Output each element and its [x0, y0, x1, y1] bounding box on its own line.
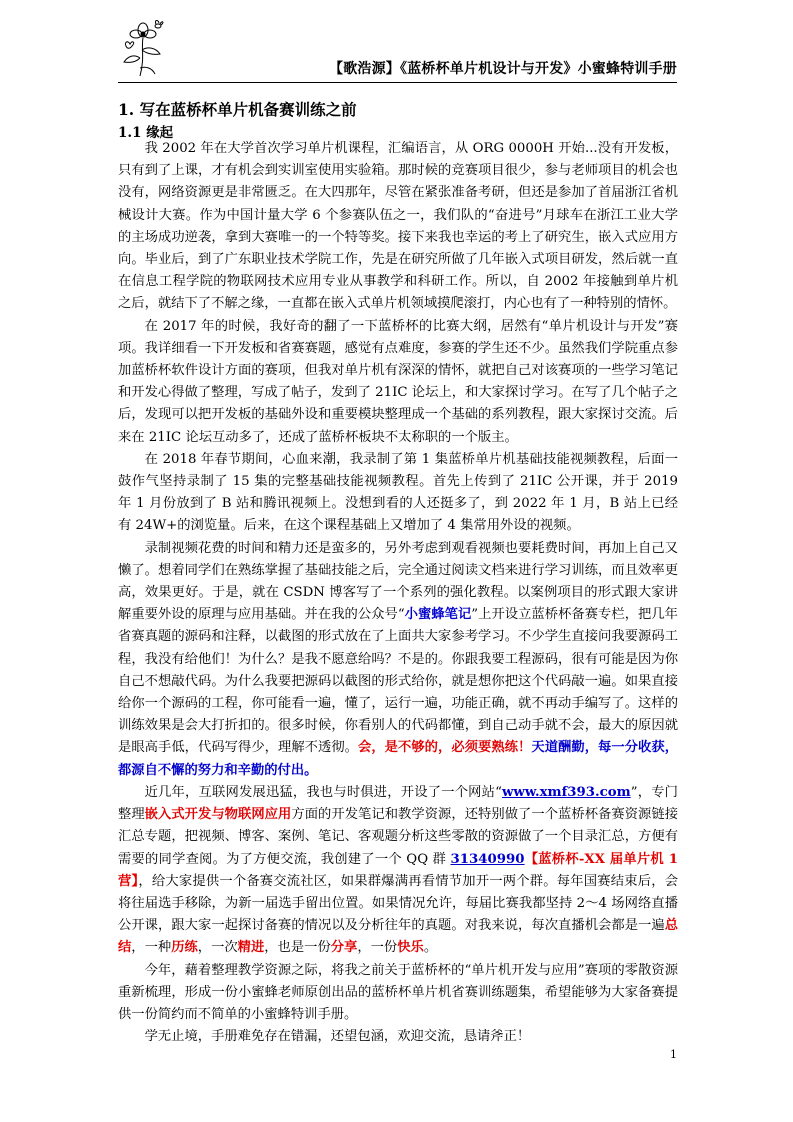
qq-group-name: 【蓝桥杯-XX 届单片机 1 营】: [118, 851, 679, 889]
section-heading: 1. 写在蓝桥杯单片机备赛训练之前: [118, 100, 357, 119]
qq-group-number[interactable]: 31340990: [450, 851, 525, 867]
separator-3: ，也是一份: [264, 940, 331, 956]
paragraph-5-text-c: 方面的开发笔记和教学资源，还特别做了一个蓝桥杯备赛资源链接汇总专题，把视频、博客、案例、笔记、客观题分析这些零散的资源做了一个目录汇总，方便有需要的同学查阅。为了方便交流，我创建了一个 QQ 群: [118, 807, 679, 867]
keyword-summary: 总结: [118, 918, 678, 956]
separator-4: ，一份: [357, 940, 398, 956]
paragraph-5-end: 。: [423, 940, 438, 956]
paragraph-6: 今年，藉着整理教学资源之际，将我之前关于蓝桥杯的“单片机开发与应用”赛项的零散资源重新梳理，形成一份小蜜蜂老师原创出品的蓝桥杯单片机省赛训练题集，希望能够为大家备赛提供一份简约而不简单的小蜜蜂特训手册。: [118, 962, 678, 1022]
emphasis-embedded-iot: 嵌入式开发与物联网应用: [144, 807, 292, 823]
paragraph-7: 学无止境，手册难免存在错漏，还望包涵，欢迎交流，恳请斧正！: [144, 1029, 531, 1045]
bee-flower-logo: [118, 18, 168, 80]
keyword-share: 分享: [330, 940, 358, 956]
paragraph-2: 在 2017 年的时候，我好奇的翻了一下蓝桥杯的比赛大纲，居然有“单片机设计与开发”赛项。我详细看一下开发板和省赛赛题，感觉有点难度，参赛的学生还不少。虽然我们学院重点参加蓝桥杯软件设计方面的赛项，但我对单片机有深深的情怀，就把自己对该赛项的一些学习笔记和开发心得做了整理，写成了帖子，发到了 21IC 论坛上，和大家探讨学习。在写了几个帖子之后，发现可以把开发板的基础外设和重要模块整理成一个基础的系列教程，跟大家探讨交流。后来在 21IC 论坛互动多了，还成了蓝桥杯板块不太称职的一个版主。: [118, 318, 678, 445]
subsection-heading: 1.1 缘起: [118, 125, 174, 141]
keyword-joy: 快乐: [397, 940, 424, 956]
paragraph-5-text-a: 近几年，互联网发展迅猛，我也与时俱进，开设了一个网站“: [144, 784, 502, 800]
body-text: [118, 138, 678, 1048]
paragraph-5: [118, 782, 678, 960]
keyword-improve: 精进: [237, 940, 265, 956]
header-divider: [118, 82, 677, 83]
page-number: 1: [670, 1048, 677, 1061]
emphasis-blue: 天道酬勤，每一分收获，都源自不懈的努力和辛勤的付出。: [118, 740, 679, 778]
paragraph-1: 我 2002 年在大学首次学习单片机课程，汇编语言，从 ORG 0000H 开始...没有开发板，只有到了上课，才有机会到实训室使用实验箱。那时候的竞赛项目很少，参与老师项目的机会也没有，网络资源更是非常匮乏。在大四那年，尽管在紧张准备考研，但还是参加了首届浙江省机械设计大赛。作为中国计量大学 6 个参赛队伍之一，我们队的“奋进号”月球车在浙江工业大学的主场成功逆袭，拿到大赛唯一的一个特等奖。接下来我也幸运的考上了研究生，嵌入式应用方向。毕业后，到了广东职业技术学院工作，先是在研究所做了几年嵌入式项目研发，然后就一直在信息工程学院的物联网技术应用专业从事教学和科研工作。所以，自 2002 年接触到单片机之后，就结下了不解之缘，一直都在嵌入式单片机领域摸爬滚打，内心也有了一种特别的情怀。: [118, 141, 678, 312]
wechat-account-name: 小蜜蜂笔记: [404, 607, 472, 623]
separator-1: ，一种: [131, 940, 172, 956]
paragraph-4: [118, 538, 678, 782]
paragraph-4-text-b: ”上开设立蓝桥杯备赛专栏，把几年省赛真题的源码和注释，以截图的形式放在了上面共大家参考学习。不少学生直接问我要源码工程，我没有给他们！为什么？是我不愿意给吗？不是的。你跟我要工程源码，很有可能是因为你自己不想敲代码。为什么我要把源码以截图的形式给你，就是想你把这个代码敲一遍。如果直接给你一个源码的工程，你可能看一遍，懂了，运行一遍，功能正确，就不再动手编写了。这样的训练效果是会大打折扣的。很多时候，你看别人的代码都懂，到自己动手就不会，最大的原因就是眼高手低，代码写得少，理解不透彻。: [118, 607, 678, 756]
header-title: 【歌浩源】《蓝桥杯单片机设计与开发》小蜜蜂特训手册: [329, 61, 677, 77]
website-link[interactable]: www.xmf393.com: [501, 784, 631, 800]
paragraph-5-text-b: ”，专门整理: [118, 784, 678, 823]
separator-2: ，一次: [197, 940, 238, 956]
emphasis-red: 会，是不够的，必须要熟练！: [358, 740, 532, 756]
keyword-practice: 历练: [171, 940, 198, 956]
paragraph-3: 在 2018 年春节期间，心血来潮，我录制了第 1 集蓝桥单片机基础技能视频教程，后面一鼓作气坚持录制了 15 集的完整基础技能视频教程。首先上传到了 21IC 公开课，并于 2019 年 1 月份放到了 B 站和腾讯视频上。没想到看的人还挺多了，到 2022 年 1 月，B 站上已经有 24W+的浏览量。后来，在这个课程基础上又增加了 4 集常用外设的视频。: [118, 451, 678, 534]
paragraph-4-text-a: 录制视频花费的时间和精力还是蛮多的，另外考虑到观看视频也要耗费时间，再加上自己又懒了。想着同学们在熟练掌握了基础技能之后，完全通过阅读文档来进行学习训练，而且效率更高，效果更好。于是，就在 CSDN 博客写了一个系列的强化教程。以案例项目的形式跟大家讲解重要外设的原理与应用基础。并在我的公众号“: [118, 540, 678, 623]
paragraph-5-text-d: ，给大家提供一个备赛交流社区，如果群爆满再看情节加开一两个群。每年国赛结束后，会将往届选手移除，为新一届选手留出位置。如果情况允许，每届比赛我都坚持 2～4 场网络直播公开课，跟大家一起探讨备赛的情况以及分析往年的真题。对我来说，每次直播机会都是一遍: [118, 873, 678, 934]
